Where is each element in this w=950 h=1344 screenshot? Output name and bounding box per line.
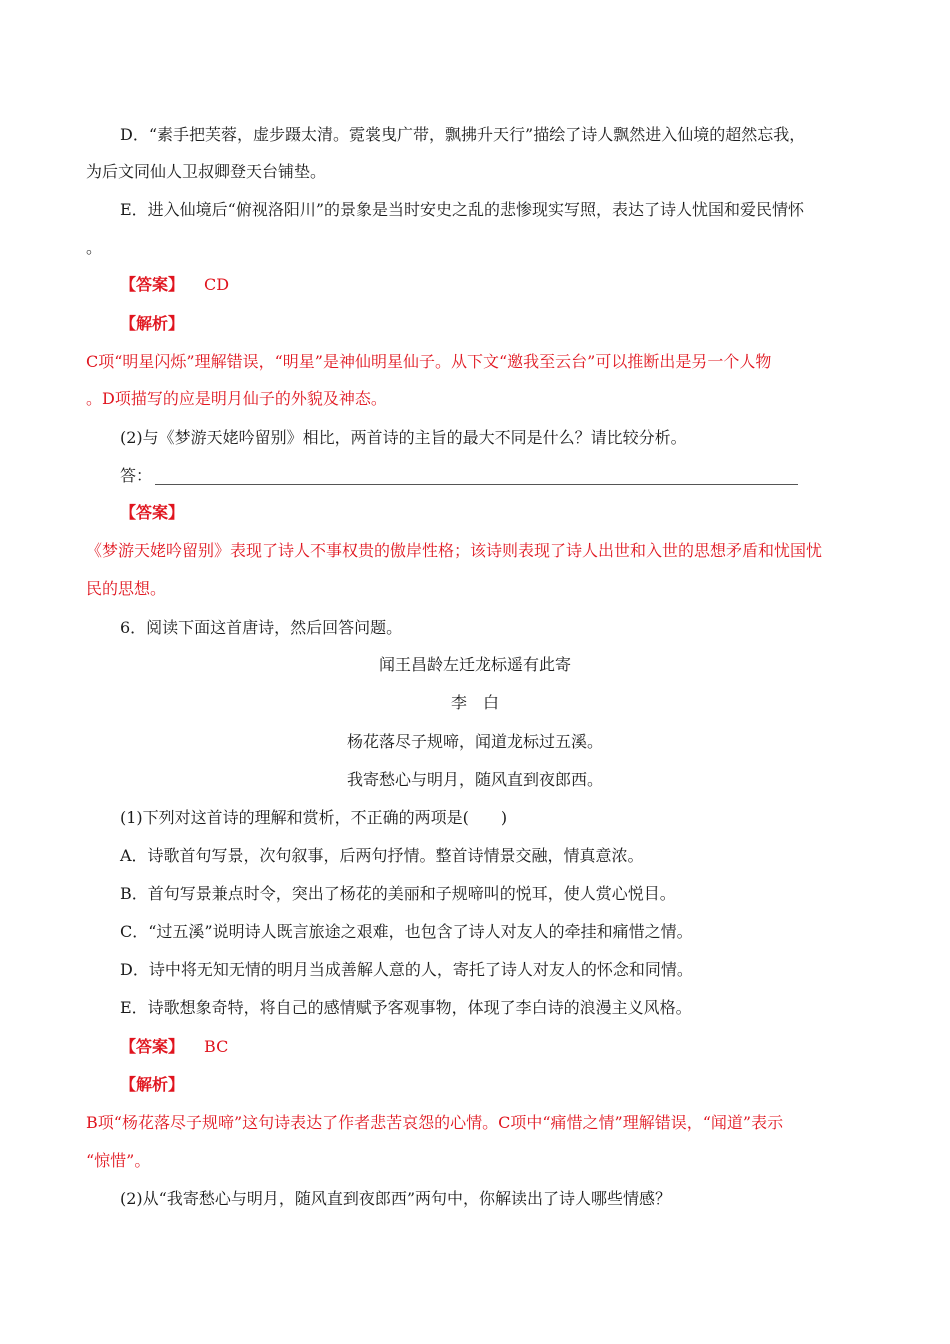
option-e-line1: E．进入仙境后“俯视洛阳川”的景象是当时安史之乱的悲惨现实写照，表达了诗人忧国和爱民情怀 xyxy=(120,200,805,219)
analysis-6-line1: B项“杨花落尽子规啼”这句诗表达了作者悲苦哀怨的心情。C项中“痛惜之情”理解错误，“闻道”表示 xyxy=(86,1113,784,1132)
answer-value-6: BC xyxy=(204,1037,229,1056)
analysis-line2: 。D项描写的应是明月仙子的外貌及神态。 xyxy=(86,389,387,408)
answer-label-6: 【答案】 xyxy=(120,1037,185,1056)
option-d-line2: 为后文同仙人卫叔卿登天台铺垫。 xyxy=(86,162,327,181)
answer-5-2-line2: 民的思想。 xyxy=(86,579,167,598)
question-5-2: (2)与《梦游天姥吟留别》相比，两首诗的主旨的最大不同是什么？请比较分析。 xyxy=(120,428,687,447)
answer-5-2-line1: 《梦游天姥吟留别》表现了诗人不事权贵的傲岸性格；该诗则表现了诗人出世和入世的思想矛盾和忧国忧 xyxy=(86,541,823,560)
answer-prompt: 答： xyxy=(120,466,153,485)
analysis-line1: C项“明星闪烁”理解错误，“明星”是神仙明星仙子。从下文“邀我至云台”可以推断出是另一个人物 xyxy=(86,352,772,371)
option-e: E．诗歌想象奇特，将自己的感情赋予客观事物，体现了李白诗的浪漫主义风格。 xyxy=(120,998,692,1017)
question-6-1: (1)下列对这首诗的理解和赏析，不正确的两项是( ) xyxy=(120,808,508,827)
poem-line1: 杨花落尽子规啼，闻道龙标过五溪。 xyxy=(346,732,603,751)
answer-label: 【答案】 xyxy=(120,275,185,294)
poem-line2: 我寄愁心与明月，随风直到夜郎西。 xyxy=(346,770,603,789)
answer-blank-line xyxy=(155,484,798,485)
analysis-6-line2: “惊惜”。 xyxy=(86,1151,151,1170)
option-d-line1: D．“素手把芙蓉，虚步蹑太清。霓裳曳广带，飘拂升天行”描绘了诗人飘然进入仙境的超然忘我， xyxy=(120,125,806,144)
option-d: D．诗中将无知无情的明月当成善解人意的人，寄托了诗人对友人的怀念和同情。 xyxy=(120,960,693,979)
option-a: A．诗歌首句写景，次句叙事，后两句抒情。整首诗情景交融，情真意浓。 xyxy=(120,846,644,865)
poem-title: 闻王昌龄左迁龙标遥有此寄 xyxy=(378,655,571,674)
analysis-label: 【解析】 xyxy=(120,314,185,333)
question-6-intro: 6．阅读下面这首唐诗，然后回答问题。 xyxy=(120,618,403,637)
question-6-2: (2)从“我寄愁心与明月，随风直到夜郎西”两句中，你解读出了诗人哪些情感？ xyxy=(120,1189,672,1208)
option-b: B．首句写景兼点时令，突出了杨花的美丽和子规啼叫的悦耳，使人赏心悦目。 xyxy=(120,884,676,903)
option-c: C．“过五溪”说明诗人既言旅途之艰难，也包含了诗人对友人的牵挂和痛惜之情。 xyxy=(120,922,693,941)
answer-row xyxy=(120,274,229,296)
answer-value: CD xyxy=(204,275,230,294)
answer-label-5-2: 【答案】 xyxy=(120,503,185,522)
poem-author: 李 白 xyxy=(450,693,499,712)
answer-row-6 xyxy=(120,1036,228,1058)
analysis-label-6: 【解析】 xyxy=(120,1075,185,1094)
option-e-line2: 。 xyxy=(86,238,103,257)
